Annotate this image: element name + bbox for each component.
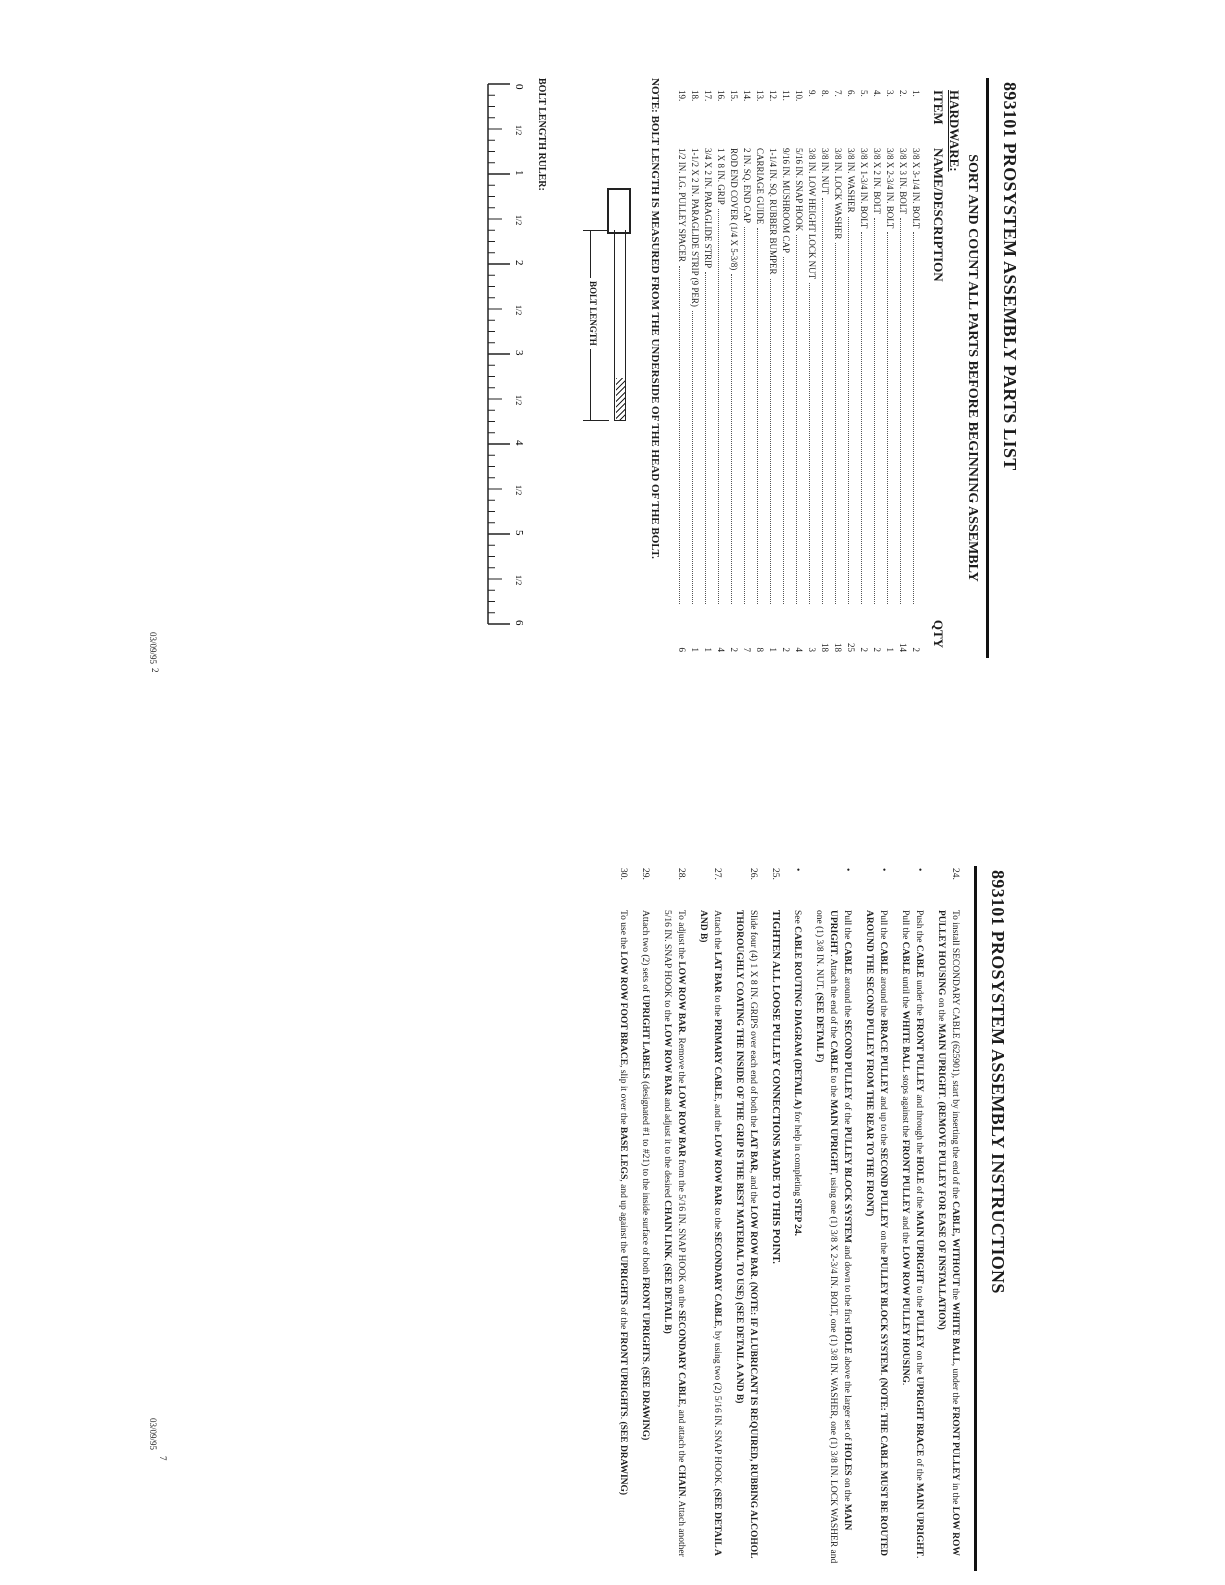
leader-dots — [757, 228, 766, 604]
part-row — [844, 90, 857, 658]
page-number-7 — [158, 1456, 168, 1461]
ruler-mark-label: 3 — [513, 350, 525, 356]
part-item-number: 18. — [690, 90, 700, 102]
step-text: Attach the LAT BAR to the PRIMARY CABLE, and the LOW ROW BAR to the SECONDARY CABLE, by using two (2) 5/16 IN. SNAP HOOK. (SEE DETAIL A AND B) — [698, 910, 722, 1556]
step-number: 29. — [640, 868, 650, 880]
leader-dots — [900, 218, 909, 604]
part-row — [896, 90, 909, 658]
page-number-2 — [150, 668, 160, 673]
dimension-tick — [583, 420, 609, 421]
qty-column-header: QTY — [931, 619, 946, 648]
instruction-step — [790, 866, 804, 1571]
step-number: 24. — [950, 868, 960, 880]
leader-dots — [744, 227, 753, 604]
part-item-number: 4. — [872, 90, 882, 97]
step-number: 27. — [712, 868, 722, 880]
instruction-steps — [616, 866, 962, 1571]
leader-dots — [809, 283, 818, 604]
part-name: 3/8 X 3-1/4 IN. BOLT — [911, 148, 921, 229]
part-row — [870, 90, 883, 658]
step-text: Push the CABLE under the FRONT PULLEY and through the HOLE of the MAIN UPRIGHT to the PULLEY on the UPRIGHT BRACE of the MAIN UPRIGHT. Pull the CABLE until the WHITE BALL stops against the FRONT PULLEY and the LOW ROW PULLEY HOUSING. — [900, 910, 924, 1559]
instruction-step — [812, 866, 854, 1571]
step-text: To adjust the LOW ROW BAR. Remove the LOW ROW BAR from the 5/16 IN. SNAP HOOK on the SECONDARY CABLE, and attach the CHAIN. Attach another 5/16 IN. SNAP HOOK to the LOW ROW BAR and adjust it to the desired CHAIN LINK. (SEE DETAIL B) — [662, 910, 686, 1557]
instruction-step — [696, 866, 724, 1571]
ruler-label: BOLT LENGTH RULER: — [536, 78, 547, 191]
instruction-step — [638, 866, 652, 1571]
part-qty: 1 — [690, 647, 700, 652]
part-name: 3/8 X 2-3/4 IN. BOLT — [885, 148, 895, 229]
part-row — [727, 90, 740, 658]
step-text: Slide four (4) 1 X 8 IN. GRIPS over each end of both the LAT BAR, and the LOW ROW BAR. (NOTE: IF A LUBRICANT IS REQUIRED, RUBBING ALCOHOL THOROUGHLY COATING THE INSIDE OF THE GRIP IS THE BEST MATERIAL TO USE) (SEE DETAIL A AND B) — [734, 910, 758, 1558]
part-row — [688, 90, 701, 658]
ruler-mark-label: 1 — [513, 170, 525, 176]
ruler-mark-label: 1/2 — [514, 305, 523, 316]
bolt-length-note: NOTE: BOLT LENGTH IS MEASURED FROM THE UNDERSIDE OF THE HEAD OF THE BOLT. — [649, 78, 661, 559]
page-date-7 — [148, 1418, 158, 1450]
page-title: 893101 PROSYSTEM ASSEMBLY INSTRUCTIONS — [988, 870, 1008, 1294]
assembly-instructions-page — [408, 866, 1008, 1571]
part-qty: 1 — [703, 647, 713, 652]
part-item-number: 9. — [807, 90, 817, 97]
part-name: 3/4 X 2 IN. PARAGLIDE STRIP — [703, 148, 713, 269]
bolt-thread — [616, 378, 626, 420]
instruction-step — [934, 866, 962, 1571]
part-qty: 2 — [781, 647, 791, 652]
ruler-mark-label: 1/2 — [514, 575, 523, 586]
instruction-step — [862, 866, 890, 1571]
ruler-mark-label: 2 — [513, 260, 525, 266]
step-text: To use the LOW ROW FOOT BRACE, slip it over the BASE LEGS, and up against the UPRIGHTS of the FRONT UPRIGHTS. (SEE DRAWING) — [618, 910, 628, 1496]
leader-dots — [913, 232, 922, 604]
leader-dots — [692, 311, 701, 604]
step-number: • — [878, 868, 888, 872]
part-item-number: 1. — [911, 90, 921, 97]
step-number: • — [914, 868, 924, 872]
leader-dots — [822, 198, 831, 604]
instruction-step — [660, 866, 688, 1571]
part-name: ROD END COVER (1/4 X 5-3/8) — [729, 148, 739, 271]
step-number: 28. — [676, 868, 686, 880]
part-row — [675, 90, 688, 658]
part-row — [831, 90, 844, 658]
leader-dots — [796, 235, 805, 604]
instruction-step — [898, 866, 926, 1571]
instruction-step — [768, 866, 782, 1571]
part-item-number: 13. — [755, 90, 765, 102]
part-qty: 18 — [833, 643, 843, 652]
part-row — [883, 90, 896, 658]
part-row — [701, 90, 714, 658]
part-item-number: 16. — [716, 90, 726, 102]
part-name: 5/16 IN. SNAP HOOK — [794, 148, 804, 232]
part-name: 3/8 IN. LOW HEIGHT LOCK NUT — [807, 148, 817, 280]
part-name: 1-1/2 X 2 IN. PARAGLIDE STRIP (9 PER) — [690, 148, 700, 307]
step-text: To install SECONDARY CABLE (625901), start by inserting the end of the CABLE, WITHOUT the WHITE BALL, under the FRONT PULLEY in the LOW ROW PULLEY HOUSING on the MAIN UPRIGHT. (REMOVE PULLEY FOR EASE OF INSTALLATION) — [936, 910, 960, 1556]
page-date-2 — [148, 632, 158, 664]
step-text: Pull the CABLE around the SECOND PULLEY of the PULLEY BLOCK SYSTEM and down to the first HOLE above the larger set of HOLES on the MAIN UPRIGHT. Attach the end of the CABLE to the MAIN UPRIGHT, using one (1) 3/8 X 2-3/4 IN. BOLT, one (1) 3/8 IN. WASHER, one (1) 3/8 IN. LOCK WASHER and one (1) 3/8 IN. NUT. (SEE DETAIL F) — [814, 910, 852, 1564]
step-number: 25. — [770, 868, 780, 880]
part-name: 3/8 X 2 IN. BOLT — [872, 148, 882, 214]
part-item-number: 10. — [794, 90, 804, 102]
part-qty: 6 — [677, 647, 687, 652]
bolt-head — [607, 188, 631, 234]
page-title: 893101 PROSYSTEM ASSEMBLY PARTS LIST — [1000, 82, 1020, 471]
title-rule — [974, 866, 977, 1571]
ruler-mark-label: 0 — [513, 84, 525, 90]
title-rule — [986, 78, 989, 658]
part-name: 3/8 IN. WASHER — [846, 148, 856, 213]
parts-list — [675, 78, 922, 658]
ruler-mark-label: 4 — [513, 440, 525, 446]
parts-list-page — [380, 78, 1020, 658]
part-row — [740, 90, 753, 658]
column-headers — [930, 90, 946, 658]
page-date: 03/09/95 — [148, 632, 158, 665]
part-name: 3/8 IN. LOCK WASHER — [833, 148, 843, 240]
part-qty: 1 — [768, 647, 778, 652]
part-qty: 7 — [742, 647, 752, 652]
leader-dots — [770, 279, 779, 604]
part-item-number: 15. — [729, 90, 739, 102]
leader-dots — [887, 232, 896, 604]
step-number: • — [792, 868, 802, 872]
part-qty: 1 — [885, 647, 895, 652]
part-row — [792, 90, 805, 658]
page-number: 2 — [150, 668, 160, 673]
part-name: 3/8 X 3 IN. BOLT — [898, 148, 908, 214]
bolt-length-label: BOLT LENGTH — [588, 278, 598, 349]
part-item-number: 6. — [846, 90, 856, 97]
hardware-label: HARDWARE: — [947, 90, 962, 172]
ruler-mark-label: 6 — [513, 620, 525, 626]
step-text: Pull the CABLE around the BRACE PULLEY and up to the SECOND PULLEY on the PULLEY BLOCK SYSTEM. (NOTE: THE CABLE MUST BE ROUTED AROUND THE SECOND PULLEY FROM THE REAR TO THE FRONT) — [864, 910, 888, 1556]
bolt-diagram — [561, 188, 631, 428]
ruler-mark-label: 1/2 — [514, 125, 523, 136]
part-item-number: 7. — [833, 90, 843, 97]
part-qty: 2 — [911, 647, 921, 652]
step-number: 26. — [748, 868, 758, 880]
leader-dots — [679, 266, 688, 604]
part-item-number: 17. — [703, 90, 713, 102]
part-row — [818, 90, 831, 658]
page-number: 7 — [158, 1456, 168, 1461]
step-text: See CABLE ROUTING DIAGRAM (DETAIL A) for help in completing STEP 24. — [792, 910, 802, 1237]
step-text: TIGHTEN ALL LOOSE PULLEY CONNECTIONS MADE TO THIS POINT. — [770, 910, 781, 1264]
part-item-number: 8. — [820, 90, 830, 97]
part-qty: 14 — [898, 643, 908, 652]
step-number: • — [842, 868, 852, 872]
part-name: 1/2 IN. LG. PULLEY SPACER — [677, 148, 687, 262]
part-name: 9/16 IN. MUSHROOM CAP — [781, 148, 791, 254]
leader-dots — [705, 272, 714, 604]
part-name: 1-1/4 IN. SQ. RUBBER BUMPER — [768, 148, 778, 275]
part-row — [714, 90, 727, 658]
part-item-number: 5. — [859, 90, 869, 97]
part-row — [753, 90, 766, 658]
leader-dots — [731, 274, 740, 604]
part-name: 3/8 X 1-3/4 IN. BOLT — [859, 148, 869, 229]
part-qty: 4 — [794, 647, 804, 652]
part-item-number: 3. — [885, 90, 895, 97]
dimension-tick — [583, 230, 609, 231]
part-name: CARRIAGE GUIDE — [755, 148, 765, 225]
part-row — [805, 90, 818, 658]
part-item-number: 19. — [677, 90, 687, 102]
part-name: 2 IN. SQ. END CAP — [742, 148, 752, 224]
leader-dots — [861, 232, 870, 604]
part-qty: 2 — [859, 647, 869, 652]
ruler-mark-label: 1/2 — [514, 215, 523, 226]
part-name: 1 X 8 IN. GRIP — [716, 148, 726, 205]
name-column-header: NAME/DESCRIPTION — [931, 148, 946, 282]
leader-dots — [718, 209, 727, 604]
step-text: Attach two (2) sets of UPRIGHT LABELS (designated #1 to #21) to the inside surface of both FRONT UPRIGHTS. (SEE DRAWING) — [640, 910, 650, 1441]
part-row — [766, 90, 779, 658]
bolt-length-ruler — [482, 78, 532, 638]
part-row — [909, 90, 922, 658]
sort-count-heading: SORT AND COUNT ALL PARTS BEFORE BEGINNING ASSEMBLY — [965, 154, 980, 582]
part-qty: 8 — [755, 647, 765, 652]
leader-dots — [874, 218, 883, 604]
part-qty: 2 — [729, 647, 739, 652]
part-qty: 18 — [820, 643, 830, 652]
part-qty: 25 — [846, 643, 856, 652]
part-item-number: 14. — [742, 90, 752, 102]
leader-dots — [835, 243, 844, 604]
part-qty: 3 — [807, 647, 817, 652]
ruler-mark-label: 1/2 — [514, 395, 523, 406]
part-item-number: 2. — [898, 90, 908, 97]
instruction-step — [732, 866, 760, 1571]
part-row — [779, 90, 792, 658]
part-item-number: 11. — [781, 90, 791, 101]
page-date: 03/09/95 — [148, 1418, 158, 1451]
item-column-header: ITEM — [931, 90, 946, 125]
instruction-step — [616, 866, 630, 1571]
ruler-mark-label: 1/2 — [514, 485, 523, 496]
leader-dots — [848, 217, 857, 604]
part-item-number: 12. — [768, 90, 778, 102]
part-qty: 4 — [716, 647, 726, 652]
part-qty: 2 — [872, 647, 882, 652]
step-number: 30. — [618, 868, 628, 880]
leader-dots — [783, 257, 792, 604]
part-row — [857, 90, 870, 658]
ruler-mark-label: 5 — [513, 530, 525, 536]
part-name: 3/8 IN. NUT — [820, 148, 830, 195]
